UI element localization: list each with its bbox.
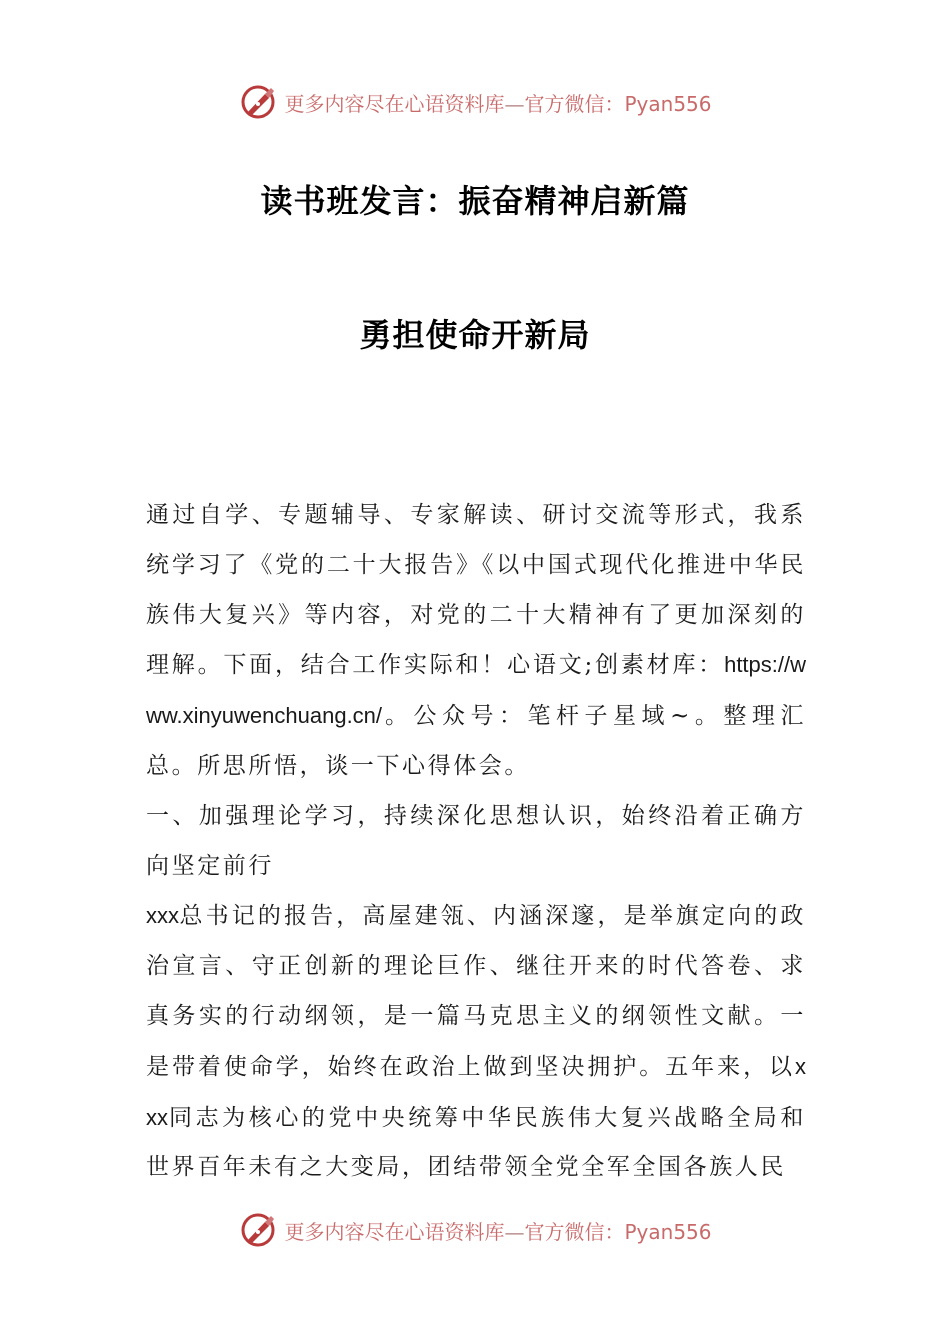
paragraph-intro: 通过自学、专题辅导、专家解读、研讨交流等形式，我系统学习了《党的二十大报告》《以中国式现代化推进中华民族伟大复兴》等内容，对党的二十大精神有了更加深刻的理解。下面，结合工作实际和！心语文;创素材库：https://www.xinyuwenchuang.cn/。公众号：笔杆子星域~。整理汇总。所思所悟，谈一下心得体会。 — [146, 502, 806, 779]
document-body — [146, 491, 806, 1193]
header-banner — [0, 80, 950, 124]
footer-banner — [0, 1208, 950, 1252]
document-title-line1: 读书班发言：振奋精神启新篇 — [260, 182, 690, 220]
pen-nib-logo-icon — [238, 82, 278, 122]
header-wechat-id: Pyan556 — [624, 91, 712, 116]
pen-nib-logo-icon — [238, 1210, 278, 1250]
section-heading-1: 一、加强理论学习，持续深化思想认识，始终沿着正确方向坚定前行 — [146, 802, 806, 879]
resource-url-text: https://www.xinyuwenchuang.cn/ — [146, 652, 806, 729]
document-title-line2: 勇担使命开新局 — [359, 316, 591, 354]
footer-banner-text: 更多内容尽在心语资料库—官方微信：Pyan556 — [284, 1219, 712, 1244]
footer-wechat-id: Pyan556 — [624, 1219, 712, 1244]
header-banner-text: 更多内容尽在心语资料库—官方微信：Pyan556 — [284, 91, 712, 116]
paragraph-section-1: xxx总书记的报告，高屋建瓴、内涵深邃，是举旗定向的政治宣言、守正创新的理论巨作、继往开来的时代答卷、求真务实的行动纲领，是一篇马克思主义的纲领性文献。一是带着使命学，始终在政治上做到坚决拥护。五年来，以xxx同志为核心的党中央统筹中华民族伟大复兴战略全局和世界百年未有之大变局，团结带领全党全军全国各族人民 — [146, 903, 806, 1181]
